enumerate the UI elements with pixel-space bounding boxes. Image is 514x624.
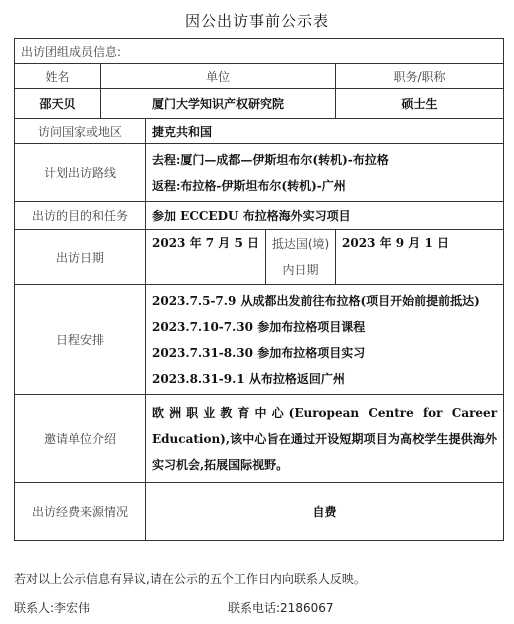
contact-person: 联系人:李宏伟 (14, 601, 91, 615)
country-label: 访问国家或地区 (15, 119, 146, 144)
header-position: 职务/职称 (336, 64, 504, 89)
member-row (15, 89, 504, 119)
schedule-label: 日程安排 (15, 285, 146, 395)
member-name: 邵天贝 (15, 89, 101, 119)
arrive-label-1: 抵达国(境) (271, 237, 330, 251)
country-row (15, 119, 504, 144)
purpose-value: 参加 ECCEDU 布拉格海外实习项目 (146, 202, 504, 230)
schedule-item: 2023.7.5-7.9 从成都出发前往布拉格(项目开始前提前抵达) (152, 293, 480, 308)
page-title: 因公出访事前公示表 (184, 12, 329, 30)
header-name: 姓名 (15, 64, 101, 89)
member-position: 硕士生 (336, 89, 504, 119)
arrive-label-2: 内日期 (282, 263, 319, 277)
route-return: 返程:布拉格-伊斯坦布尔(转机)-广州 (152, 178, 346, 193)
country-value: 捷克共和国 (146, 119, 504, 144)
funding-label: 出访经费来源情况 (15, 483, 146, 541)
funding-value: 自费 (146, 483, 504, 541)
arrive-date: 2023 年 9 月 1 日 (336, 230, 504, 285)
dates-label: 出访日期 (15, 230, 146, 285)
purpose-label: 出访的目的和任务 (15, 202, 146, 230)
objection-note: 若对以上公示信息有异议,请在公示的五个工作日内向联系人反映。 (14, 572, 366, 586)
header-unit: 单位 (101, 64, 336, 89)
schedule-item: 2023.7.31-8.30 参加布拉格项目实习 (152, 345, 366, 360)
depart-date: 2023 年 7 月 5 日 (146, 230, 266, 285)
schedule-row (15, 285, 504, 395)
schedule-item: 2023.8.31-9.1 从布拉格返回广州 (152, 371, 345, 386)
schedule-list (146, 285, 504, 395)
group-header: 出访团组成员信息: (15, 39, 504, 64)
route-label: 计划出访路线 (15, 144, 146, 202)
route-row (15, 144, 504, 202)
inviter-label: 邀请单位介绍 (15, 395, 146, 483)
disclosure-table (14, 38, 504, 541)
inviter-row (15, 395, 504, 483)
group-header-row (15, 39, 504, 64)
funding-row (15, 483, 504, 541)
member-unit: 厦门大学知识产权研究院 (101, 89, 336, 119)
purpose-row (15, 202, 504, 230)
contact-phone: 联系电话:2186067 (228, 601, 334, 615)
inviter-text: 欧洲职业教育中心(European Centre for Career Education),该中心旨在通过开设短期项目为高校学生提供海外实习机会,拓展国际视野。 (146, 395, 504, 483)
schedule-item: 2023.7.10-7.30 参加布拉格项目课程 (152, 319, 366, 334)
route-outbound: 去程:厦门—成都—伊斯坦布尔(转机)-布拉格 (152, 152, 389, 167)
dates-row (15, 230, 504, 285)
column-header-row (15, 64, 504, 89)
